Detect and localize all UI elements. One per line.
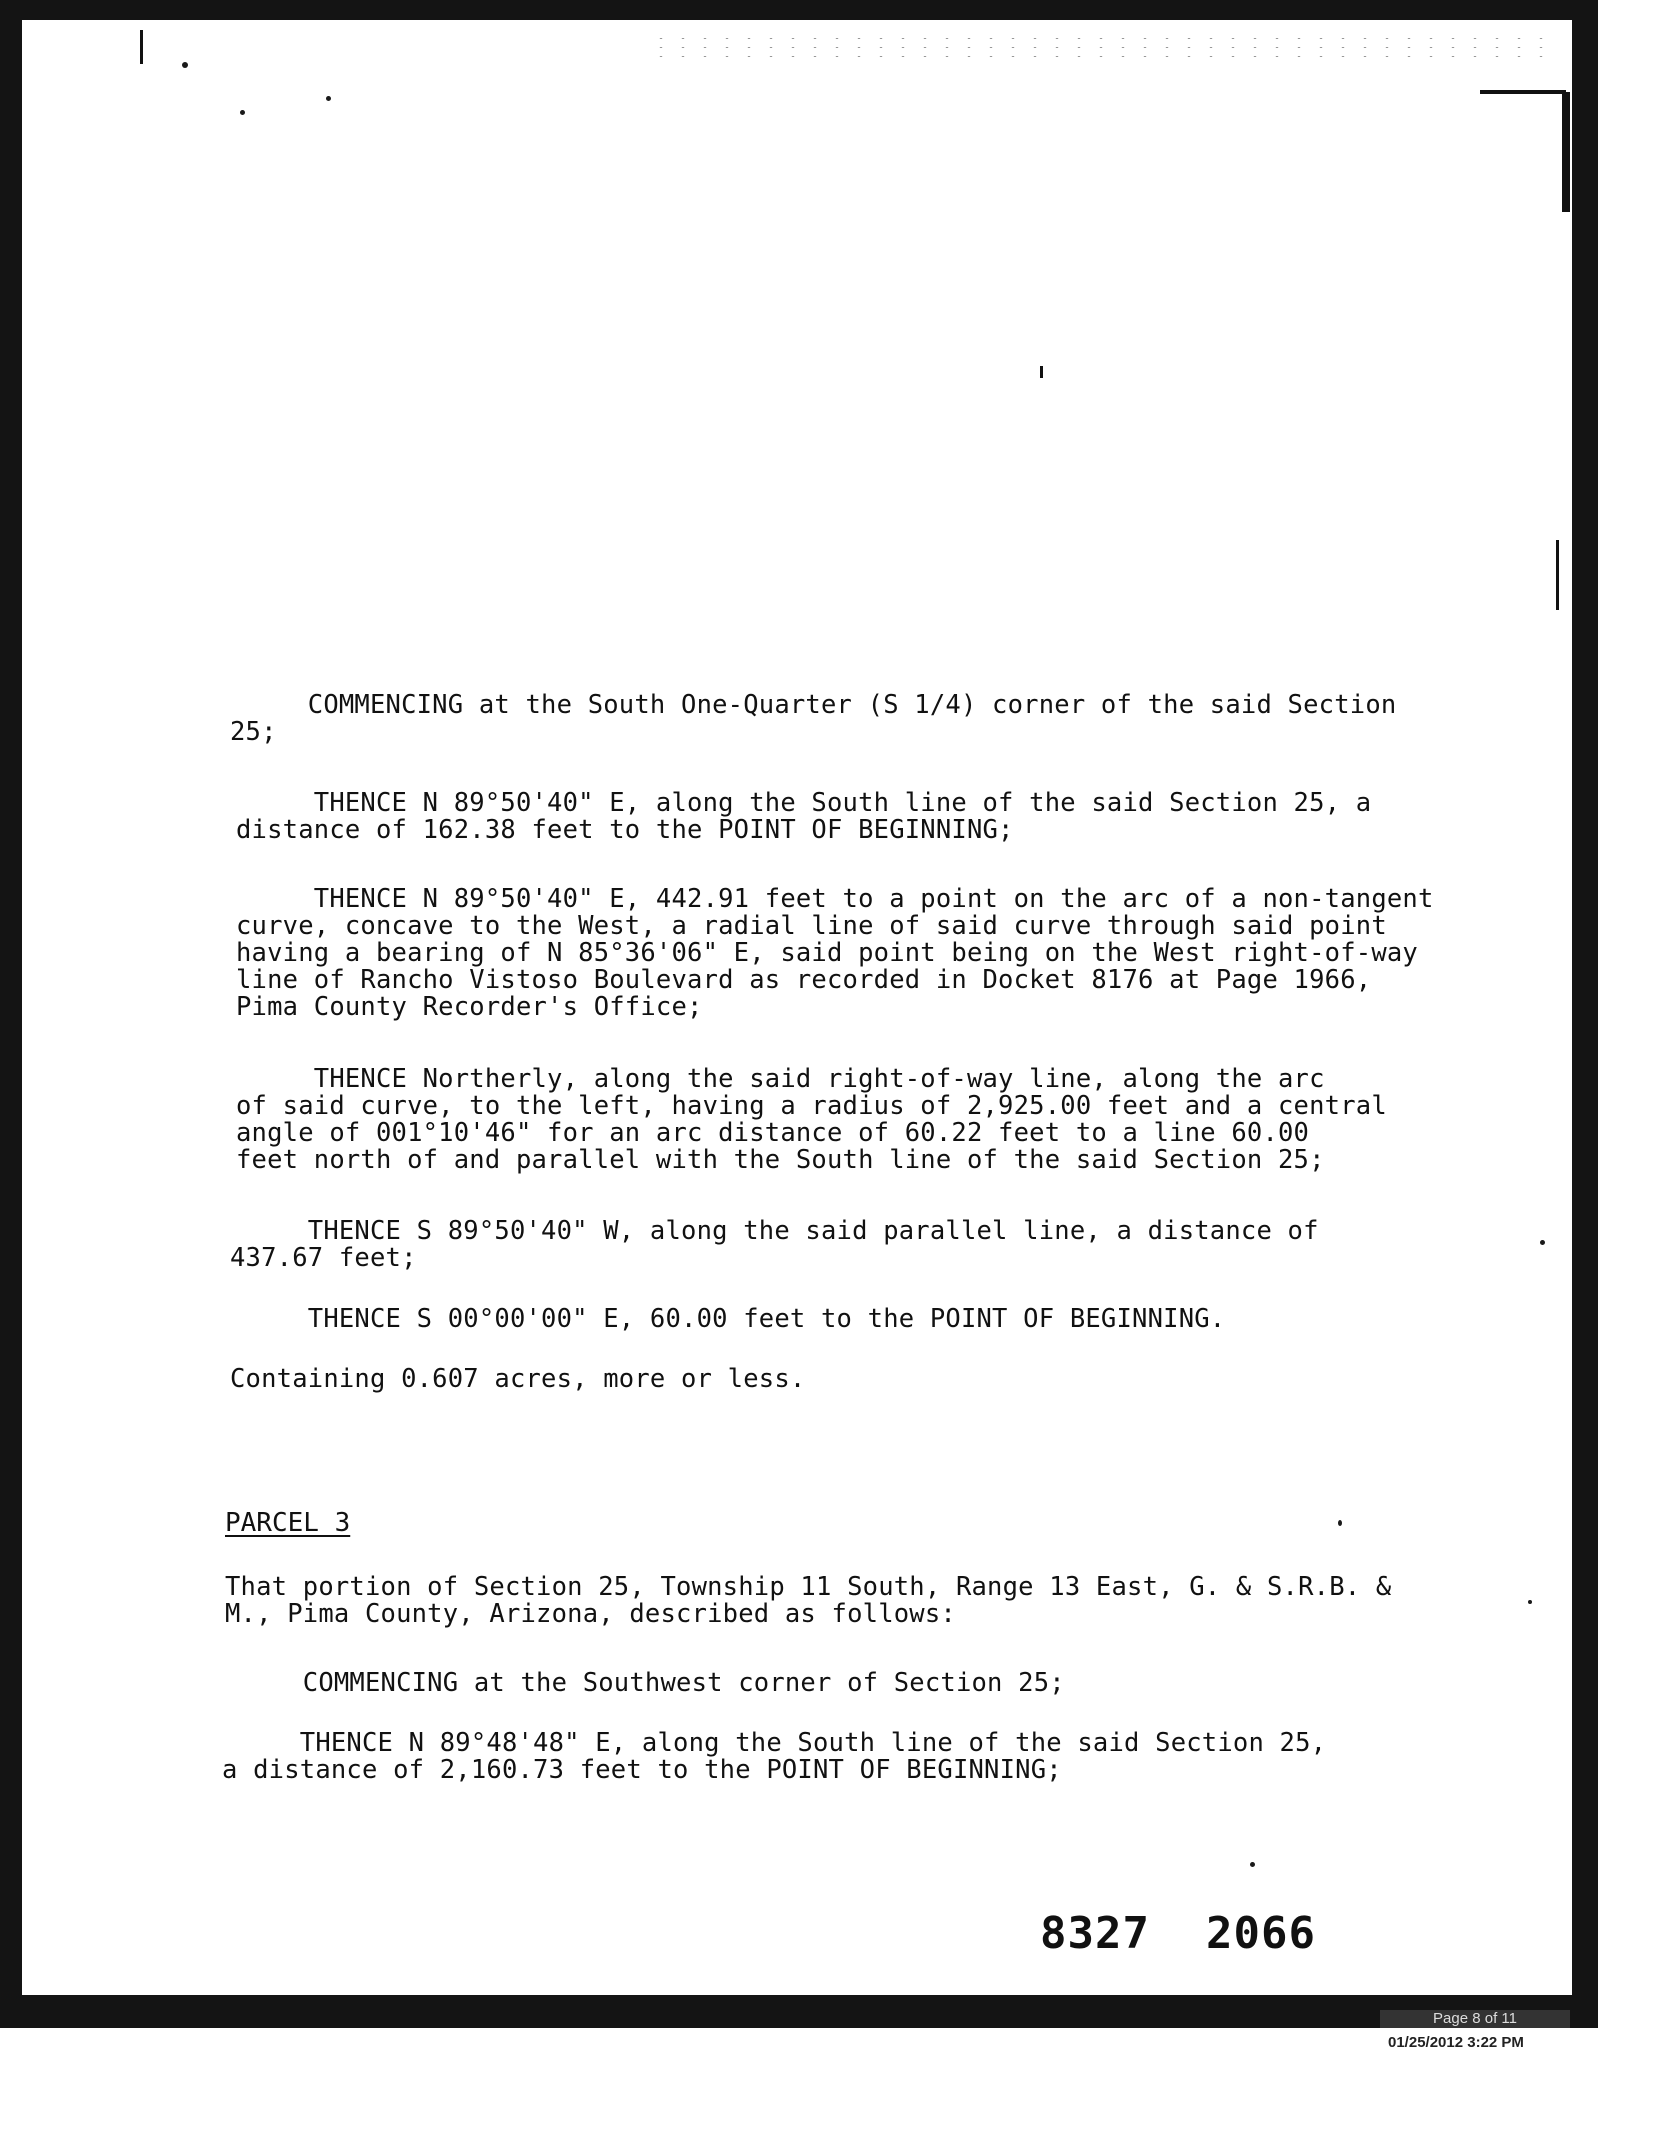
parcel-description: That portion of Section 25, Township 11 South, Range 13 East, G. & S.R.B. & M., Pima County, Arizona, described as follows:	[225, 1572, 1392, 1629]
scan-artifact-right-line	[1556, 540, 1559, 610]
paragraph-thence-5: THENCE S 00°00'00" E, 60.00 feet to the POINT OF BEGINNING.	[230, 1304, 1226, 1334]
parcel-thence: THENCE N 89°48'48" E, along the South line of the said Section 25, a distance of 2,160.73 feet to the POINT OF BEGINNING;	[222, 1728, 1327, 1785]
paragraph-commencing: COMMENCING at the South One-Quarter (S 1/4) corner of the said Section 25;	[230, 690, 1397, 747]
scan-artifact-top-right	[1480, 90, 1566, 94]
paragraph-thence-3: THENCE Northerly, along the said right-of-way line, along the arc of said curve, to the left, having a radius of 2,925.00 feet and a central angle of 001°10'46" for an arc distance of 60.22 feet to a line 60.00 feet north of and parallel with the South line of the said Section 25;	[236, 1064, 1387, 1175]
parcel-heading: PARCEL 3	[225, 1508, 351, 1538]
parcel-commencing: COMMENCING at the Southwest corner of Section 25;	[225, 1668, 1065, 1698]
scan-noise	[650, 34, 1550, 64]
docket-number: 8327	[1040, 1908, 1150, 1959]
paragraph-containing: Containing 0.607 acres, more or less.	[230, 1364, 806, 1394]
scan-artifact-right-bar	[1562, 92, 1570, 212]
paragraph-thence-4: THENCE S 89°50'40" W, along the said parallel line, a distance of 437.67 feet;	[230, 1216, 1319, 1273]
page-number: 2066	[1206, 1908, 1316, 1959]
print-timestamp: 01/25/2012 3:22 PM	[1388, 2034, 1524, 2051]
scan-artifact-mid-tick	[1040, 366, 1043, 378]
paragraph-thence-1: THENCE N 89°50'40" E, along the South line of the said Section 25, a distance of 162.38 feet to the POINT OF BEGINNING;	[236, 788, 1372, 845]
page-stamp: Page 8 of 11	[1380, 2010, 1570, 2028]
paragraph-thence-2: THENCE N 89°50'40" E, 442.91 feet to a point on the arc of a non-tangent curve, concave to the West, a radial line of said curve through said point having a bearing of N 85°36'06" E, said point being on the West right-of-way line of Rancho Vistoso Boulevard as recorded in Docket 8176 at Page 1966, Pima County Recorder's Office;	[236, 884, 1434, 1022]
scan-artifact-top-left	[140, 30, 143, 64]
